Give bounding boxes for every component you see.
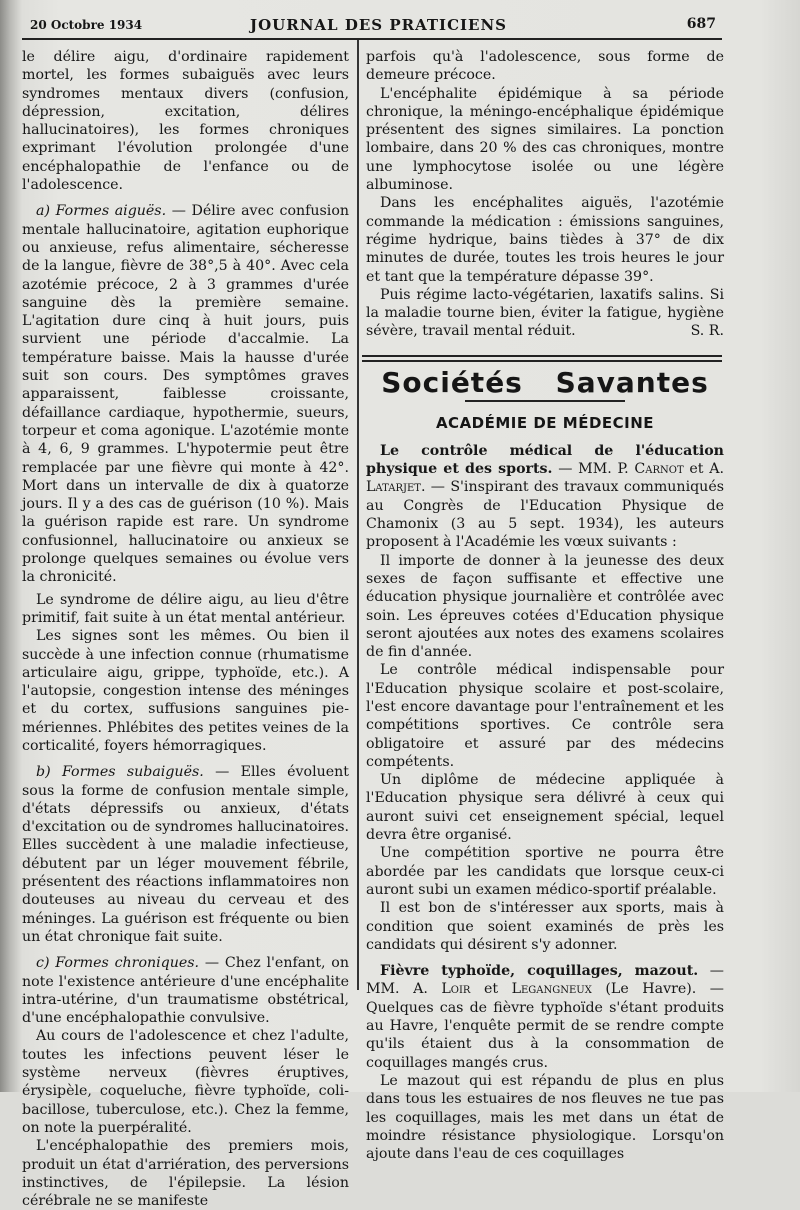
subsection-label: a) Formes aiguës. <box>36 203 167 220</box>
paragraph: Dans les encéphalites aiguës, l'azotémie commande la médication : émissions sanguines, régime hydrique, bains tièdes à 37° de dix minutes de durée, toutes les trois heures le jour et tant que la température dépasse 39°. <box>366 195 724 285</box>
article-lead <box>366 962 724 1072</box>
authors-prefix: — MM. P. <box>552 461 635 478</box>
paragraph <box>22 763 349 946</box>
paragraph: Le mazout qui est répandu de plus en plus dans tous les estuaires de nos fleuves ne tue pas les coquillages, mais les met dans un état de moindre résistance physiologique. Lorsqu'on ajoute dans l'eau de ces coquillages <box>366 1072 724 1163</box>
paragraph-text: Puis régime lacto-végétarien, laxatifs salins. Si la maladie tourne bien, éviter la fatigue, hygiène sévère, travail mental réduit. <box>366 286 724 340</box>
paragraph-text: (Le Havre). — Quelques cas de fièvre typhoïde s'étant produits au Havre, l'enquête permit de se rendre compte qu'ils étaient dus à la consommation de coquillages mangés crus. <box>366 981 724 1071</box>
article-title: Fièvre typhoïde, coquillages, mazout. <box>380 963 699 980</box>
paragraph: Au cours de l'adolescence et chez l'adulte, toutes les infections peuvent léser le système nerveux (fièvres éruptives, érysipèle, coqueluche, fièvre typhoïde, coli-bacillose, tuberculose, etc.). Chez la femme, on note la puerpéralité. <box>22 1028 349 1136</box>
section-double-rule <box>362 355 722 362</box>
paragraph: le délire aigu, d'ordinaire rapidement mortel, les formes subaiguës avec leurs syndromes mentaux divers (confusion, dépression, excitation, délires hallucinatoires), les formes chroniques exprimant l'évolution prolongée d'une encéphalopathie de l'enfance ou de l'adolescence. <box>22 49 349 194</box>
paragraph: parfois qu'à l'adolescence, sous forme de demeure précoce. <box>366 49 724 84</box>
paragraph <box>366 286 724 341</box>
paragraph: Un diplôme de médecine appliquée à l'Education physique sera délivré à ceux qui auront suivi cet enseignement spécial, lequel devra être organisé. <box>366 772 724 844</box>
journal-title: JOURNAL DES PRATICIENS <box>250 16 507 34</box>
author-name: Latarjet <box>366 479 421 496</box>
paragraph-text: — Elles évoluent sous la forme de confusion mentale simple, d'états dépressifs ou anxieux, d'états d'excitation ou de syndromes hallucinatoires. Elles succèdent à une maladie infectieuse, débutent par un léger mouvement fébrile, présentent des réactions inflammatoires non douteuses au niveau du cerveau et des méninges. La guérison est fréquente ou bien un état chronique fait suite. <box>22 764 349 945</box>
paragraph-text: — Délire avec confusion mentale hallucinatoire, agitation euphorique ou anxieuse, refus alimentaire, sécheresse de la langue, fièvre de 38°,5 à 40°. Avec cela azotémie précoce, 2 à 3 grammes d'urée sanguine dès la première semaine. L'agitation dure cinq à huit jours, puis survient une période d'accalmie. La température baisse. Mais la hausse d'urée suit son cours. Des symptômes graves apparaissent, faiblesse croissante, défaillance cardiaque, hypothermie, sueurs, torpeur et coma agonique. L'azotémie monte à 4, 6, 9 grammes. L'hypotermie peut être remplacée par une fièvre qui monte à 42°. Mort dans un intervalle de dix à quatorze jours. Il y a des cas de guérison (10 %). Mais la guérison rapide est rare. Un syndrome confusionnel, hallucinatoire ou anxieux se prolonge quelques semaines ou évolue vers la chronicité. <box>22 203 350 586</box>
authors-conjunction: et A. <box>683 461 724 478</box>
paragraph: Il est bon de s'intéresser aux sports, mais à condition que soient examinés de près les candidats qui désirent s'y adonner. <box>366 900 724 953</box>
subsection-label: c) Formes chroniques. <box>36 955 200 972</box>
subsection-label: b) Formes subaiguës. <box>36 764 204 781</box>
paragraph-text: . — S'inspirant des travaux communiqués au Congrès de l'Education Physique de Chamonix (3 au 5 sept. 1934), les auteurs proposent à l'Académie les vœux suivants : <box>366 479 724 551</box>
right-column <box>366 48 724 1163</box>
section-title: Sociétés Savantes <box>381 365 709 399</box>
paragraph: L'encéphalite épidémique à sa période chronique, la méningo-encéphalique épidémique présentent des signes similaires. La ponction lombaire, dans 20 % des cas chroniques, montre une lymphocytose isolée ou une légère albuminose. <box>366 85 724 194</box>
paragraph: Une compétition sportive ne pourra être abordée par les candidats que lorsque ceux-ci auront subi un examen médico-sportif préalable. <box>366 845 724 898</box>
author-name: Loir <box>441 981 471 998</box>
author-name: Carnot <box>634 461 684 478</box>
paragraph-text: — Chez l'enfant, on note l'existence antérieure d'une encéphalite intra-utérine, d'un traumatisme obstétrical, d'une encéphalopathie convulsive. <box>22 955 349 1027</box>
authors-prefix: — MM. A. <box>366 963 724 998</box>
paragraph: L'encéphalopathie des premiers mois, produit un état d'arriération, des perversions instinctives, de l'épilepsie. La lésion cérébrale ne se manifeste <box>22 1138 349 1210</box>
title-underline <box>465 400 625 402</box>
article-title: Le contrôle médical de l'éducation physique et des sports. <box>366 442 724 478</box>
paragraph: Le syndrome de délire aigu, au lieu d'être primitif, fait suite à un état mental antérieur. <box>22 591 349 626</box>
article-lead <box>366 442 724 552</box>
left-column <box>22 48 349 1210</box>
header-date: 20 Octobre 1934 <box>30 18 143 32</box>
paragraph: Le contrôle médical indispensable pour l'Education physique scolaire et post-scolaire, l'est encore davantage pour l'entraînement et les compétitions sportives. Ce contrôle sera obligatoire et assuré par des médecins compétents. <box>366 662 724 770</box>
academie-heading: ACADÉMIE DE MÉDECINE <box>435 413 655 432</box>
running-header <box>30 14 716 36</box>
paragraph: Les signes sont les mêmes. Ou bien il succède à une infection connue (rhumatisme articulaire aigu, grippe, typhoïde, etc.). A l'autopsie, congestion intense des méninges et du cortex, suffusions sanguines pie-mériennes. Phlébites des petites veines de la corticalité, foyers hémorragiques. <box>22 628 349 754</box>
column-divider <box>357 40 359 990</box>
author-signature: S. R. <box>690 323 724 340</box>
header-rule <box>22 38 722 40</box>
paragraph <box>22 954 349 1027</box>
paragraph <box>22 202 349 586</box>
paragraph: Il importe de donner à la jeunesse des deux sexes de façon suffisante et effective une éducation physique journalière et contrôlée avec soin. Les épreuves cotées d'Education physique seront ajoutées aux notes des examens scolaires de fin d'année. <box>366 552 724 661</box>
page-number: 687 <box>686 16 716 32</box>
author-name: Legangneux <box>511 981 592 998</box>
authors-conjunction: et <box>470 981 512 998</box>
